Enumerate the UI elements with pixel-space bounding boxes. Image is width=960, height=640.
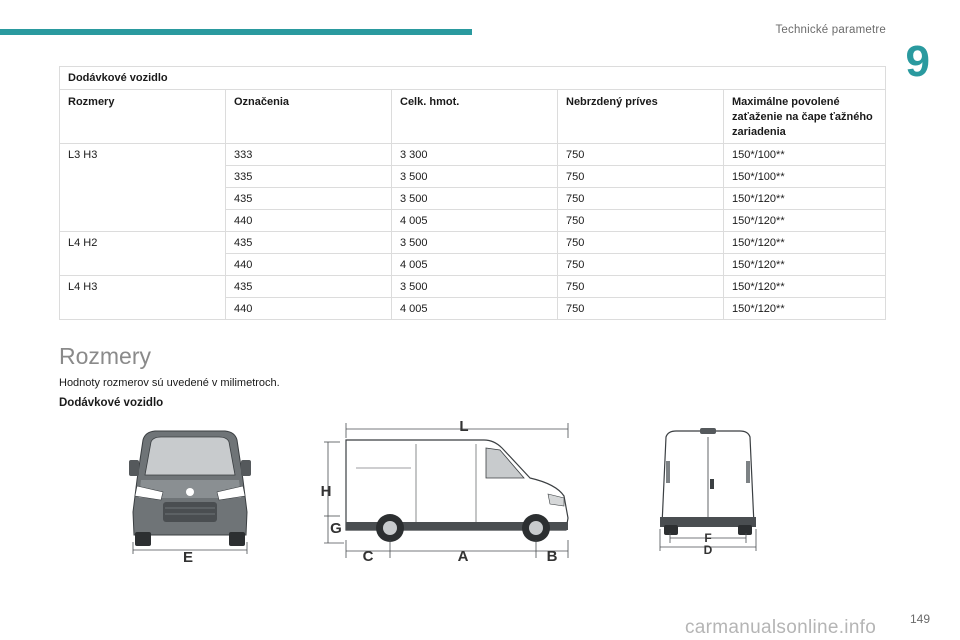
table-cell: 435 [226,276,392,298]
section-title: Rozmery [59,343,152,369]
table-cell: 3 300 [392,144,558,166]
dimension-label-g: G [330,520,342,537]
model-cell: L3 H3 [60,144,226,232]
table-cell: 4 005 [392,254,558,276]
table-cell: 3 500 [392,166,558,188]
table-row [60,232,886,254]
column-header: Celk. hmot. [392,90,558,144]
van-front-view [125,420,255,565]
table-cell: 335 [226,166,392,188]
section-intro: Hodnoty rozmerov sú uvedené v milimetroch. [59,377,280,389]
watermark: carmanualsonline.info [685,617,877,638]
table-title: Dodávkové vozidlo [60,67,886,90]
model-cell: L4 H3 [60,276,226,320]
chapter-number: 9 [905,37,930,86]
table-cell: 435 [226,232,392,254]
table-row [60,276,886,298]
column-header: Maximálne povolené zaťaženie na čape ťažného zariadenia [724,90,886,144]
table-cell: 150*/100** [724,166,886,188]
table-cell: 435 [226,188,392,210]
table-cell: 150*/120** [724,298,886,320]
van-rear-view [650,425,766,557]
table-cell: 4 005 [392,210,558,232]
chapter-title: Technické parametre [775,24,886,36]
dimension-label-h: H [320,483,332,500]
page-number: 149 [909,612,930,626]
table-cell: 3 500 [392,276,558,298]
table-cell: 440 [226,298,392,320]
table-cell: 150*/120** [724,276,886,298]
table-cell: 750 [558,166,724,188]
table-cell: 150*/120** [724,254,886,276]
dimension-label-d: D [703,543,713,557]
column-header: Nebrzdený príves [558,90,724,144]
table-cell: 150*/120** [724,232,886,254]
table-cell: 750 [558,232,724,254]
model-cell: L4 H2 [60,232,226,276]
table-cell: 3 500 [392,232,558,254]
table-cell: 150*/120** [724,188,886,210]
table-cell: 750 [558,254,724,276]
table-cell: 333 [226,144,392,166]
section-subheading: Dodávkové vozidlo [59,397,164,409]
table-row [60,144,886,166]
table-cell: 150*/120** [724,210,886,232]
table-cell: 750 [558,298,724,320]
table-cell: 750 [558,144,724,166]
table-cell: 750 [558,276,724,298]
table-cell: 3 500 [392,188,558,210]
column-header: Rozmery [60,90,226,144]
table-cell: 150*/100** [724,144,886,166]
table-cell: 440 [226,254,392,276]
column-header: Označenia [226,90,392,144]
dimension-label-l: L [459,418,469,435]
van-side-view [316,418,581,566]
table-cell: 4 005 [392,298,558,320]
chapter-color-bar [0,29,472,35]
dimension-label-c: C [362,548,374,565]
table-cell: 440 [226,210,392,232]
table-cell: 750 [558,188,724,210]
table-cell: 750 [558,210,724,232]
dimension-label-a: A [457,548,469,565]
dimension-label-e: E [182,549,194,565]
dimension-label-f: F [704,531,712,545]
dimension-label-b: B [546,548,558,565]
weights-table [59,66,886,320]
